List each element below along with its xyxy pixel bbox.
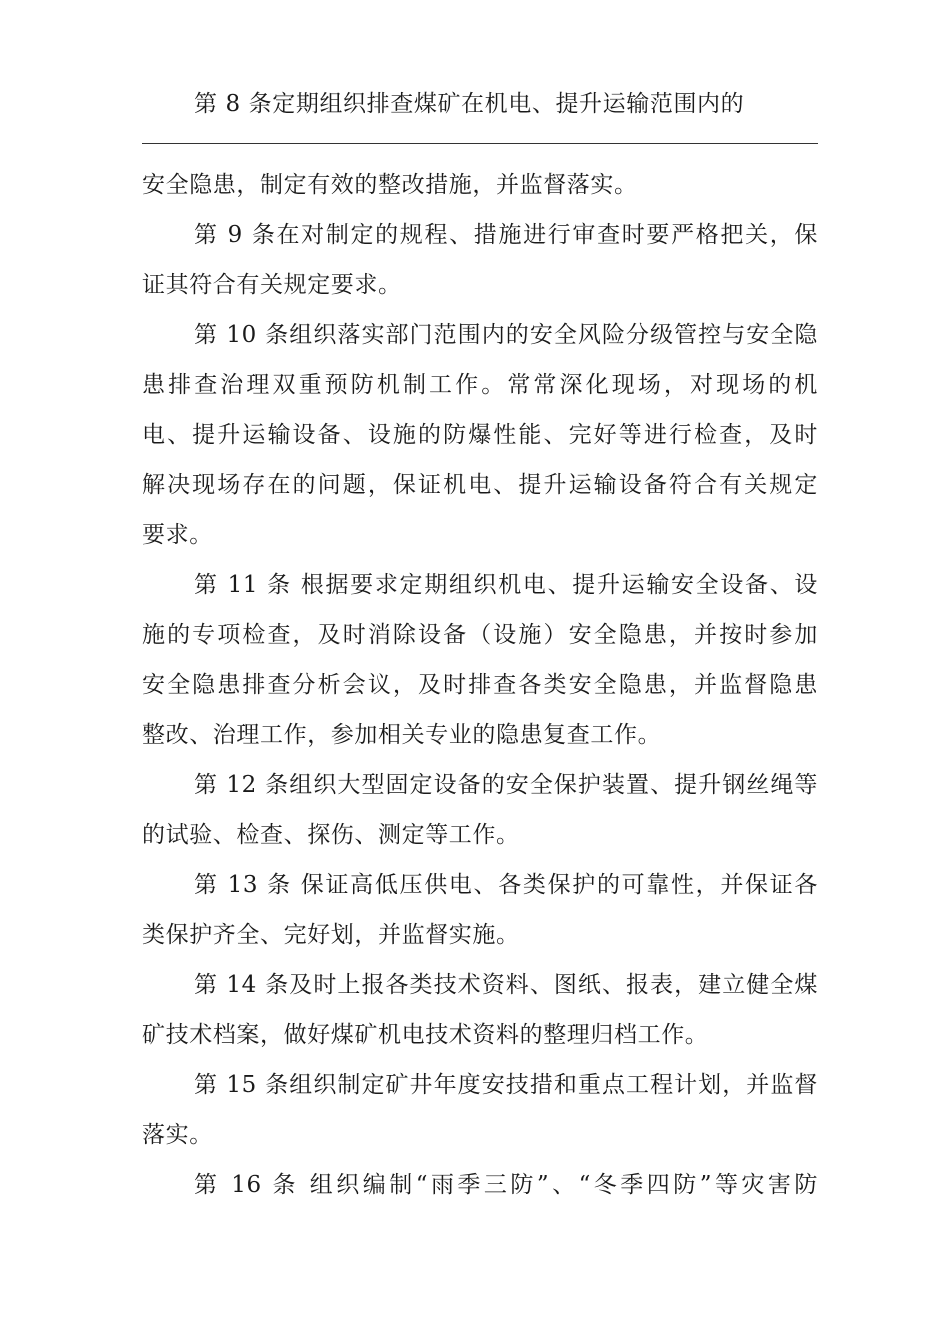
text-line: 第 11 条 根据要求定期组织机电、提升运输安全设备、设	[194, 572, 818, 598]
text-line: 第 14 条及时上报各类技术资料、图纸、报表，建立健全煤	[194, 972, 818, 998]
text-line: 矿技术档案，做好煤矿机电技术资料的整理归档工作。	[142, 1022, 709, 1048]
text-line: 安全隐患，制定有效的整改措施，并监督落实。	[142, 172, 638, 198]
text-line: 第 12 条组织大型固定设备的安全保护装置、提升钢丝绳等	[194, 772, 818, 798]
text-line: 第 10 条组织落实部门范围内的安全风险分级管控与安全隐	[194, 322, 818, 348]
text-line: 第 13 条 保证高低压供电、各类保护的可靠性，并保证各	[194, 872, 818, 898]
text-line: 的试验、检查、探伤、测定等工作。	[142, 822, 520, 848]
text-line: 证其符合有关规定要求。	[142, 272, 402, 298]
text-line: 第 15 条组织制定矿井年度安技措和重点工程计划，并监督	[194, 1072, 818, 1098]
header-divider	[142, 143, 818, 144]
text-line: 解决现场存在的问题，保证机电、提升运输设备符合有关规定	[142, 472, 818, 498]
header-text: 第 8 条定期组织排查煤矿在机电、提升运输范围内的	[194, 91, 745, 117]
text-line: 第 16 条 组织编制“雨季三防”、“冬季四防”等灾害防	[194, 1172, 818, 1198]
text-line: 类保护齐全、完好划，并监督实施。	[142, 922, 520, 948]
text-line: 第 9 条在对制定的规程、措施进行审查时要严格把关，保	[194, 222, 818, 248]
text-line: 患排查治理双重预防机制工作。常常深化现场，对现场的机	[142, 372, 818, 398]
body-text	[142, 160, 818, 1210]
text-line: 施的专项检查，及时消除设备（设施）安全隐患，并按时参加	[142, 622, 818, 648]
text-line: 电、提升运输设备、设施的防爆性能、完好等进行检查，及时	[142, 422, 818, 448]
page-header	[142, 78, 818, 144]
text-line: 落实。	[142, 1122, 213, 1148]
text-line: 要求。	[142, 522, 213, 548]
text-line: 整改、治理工作，参加相关专业的隐患复查工作。	[142, 722, 662, 748]
text-line: 安全隐患排查分析会议，及时排查各类安全隐患，并监督隐患	[142, 672, 818, 698]
